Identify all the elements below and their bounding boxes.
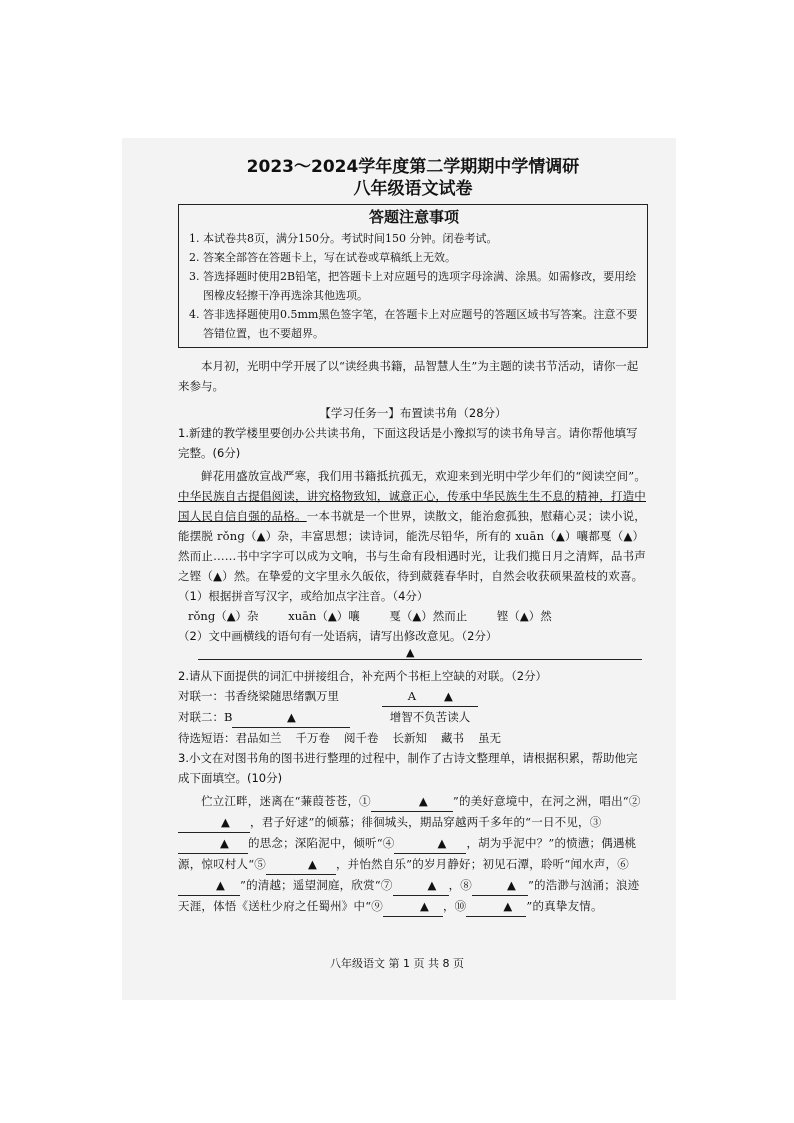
fill-blank-10 bbox=[466, 896, 526, 917]
notice-item-3: 3. 答选择题时使用2B铅笔，把答题卡上对应题号的选项字母涂满、涂黑。如需修改，要用绘图橡皮轻擦干净再选涂其他选项。 bbox=[189, 270, 637, 302]
pinyin-items bbox=[178, 606, 648, 626]
couplet-1-blank bbox=[382, 686, 478, 707]
section-heading: 【学习任务一】布置读书角（28分） bbox=[319, 406, 507, 420]
fill-text: ，君子好逑”的倾慕；徘徊城头，期品穿越两千多年的“一日不见， bbox=[250, 815, 590, 829]
answer-mark: ▲ bbox=[406, 646, 415, 659]
blank-mark: ▲ bbox=[427, 878, 437, 892]
candidate-phrase: 君品如兰 bbox=[235, 731, 282, 745]
candidate-phrase: 虽无 bbox=[478, 731, 501, 745]
fill-text: 的思念；深陷泥中，倾听“④ bbox=[248, 836, 395, 850]
blank-label: A bbox=[407, 689, 417, 703]
couplet-1 bbox=[178, 686, 648, 707]
fill-blank-3 bbox=[178, 833, 248, 854]
blank-mark: ▲ bbox=[215, 878, 226, 892]
intro-paragraph: 本月初，光明中学开展了以“读经典书籍，品智慧人生”为主题的读书节活动，请你一起来参与。 bbox=[178, 359, 639, 393]
blank-mark: ▲ bbox=[220, 815, 231, 829]
pinyin-item: xuān（▲）嚷 bbox=[288, 609, 360, 623]
question-1-sub-2: （2）文中画横线的语句有一处语病，请写出修改意见。（2分） bbox=[178, 629, 498, 643]
exam-title: 2023～2024学年度第二学期期中学情调研 bbox=[246, 157, 580, 177]
pinyin-item: rǒng（▲）杂 bbox=[188, 609, 259, 623]
fill-text: ，胡为乎泥中？”的愤懑；偶遇桃源，惊叹村人“⑤ bbox=[178, 836, 637, 871]
fill-text: ③ bbox=[589, 815, 602, 829]
candidates-label: 待选短语： bbox=[178, 731, 236, 745]
question-1-prompt: 1.新建的教学楼里要创办公共读书角，下面这段话是小豫拟写的读书角导言。请你帮他填写完整。(6分) bbox=[178, 426, 638, 460]
fill-blank-1 bbox=[371, 791, 453, 812]
blank-mark: ▲ bbox=[307, 857, 317, 871]
question-3-passage bbox=[178, 791, 648, 917]
passage-underlined-sentence: 中华民族自古提倡阅读，讲究格物致知，诚意正心，传承中华民族生生不息的精神，打造中国人民自信自强的品格。 bbox=[178, 489, 646, 523]
fill-text: ，并怡然自乐”的岁月静好；初见石潭，聆听“闻水声，⑥ bbox=[335, 857, 629, 871]
couplet-2 bbox=[178, 707, 648, 728]
fill-blank-9 bbox=[383, 896, 443, 917]
fill-blank-7 bbox=[393, 875, 449, 896]
fill-text: “② bbox=[622, 794, 641, 808]
fill-text: ”的美好意境中，在河之洲，唱出 bbox=[452, 794, 623, 808]
candidate-phrase: 藏书 bbox=[441, 731, 464, 745]
question-1-sub-1: （1）根据拼音写汉字，或给加点字注音。（4分） bbox=[178, 589, 429, 603]
fill-text: ”的浩渺与汹涌；浪迹天涯，体悟《送杜少府之任蜀州》中“⑨ bbox=[178, 878, 640, 913]
blank-mark: ▲ bbox=[506, 878, 516, 892]
question-1-passage bbox=[178, 466, 648, 586]
blank-mark: ▲ bbox=[418, 794, 428, 808]
blank-mark: ▲ bbox=[503, 899, 513, 913]
fill-blank-6 bbox=[178, 875, 240, 896]
question-2-prompt: 2.请从下面提供的词汇中拼接组合，补充两个书柜上空缺的对联。（2分） bbox=[178, 669, 548, 683]
candidate-phrase: 千万卷 bbox=[295, 731, 330, 745]
notice-item-2: 2. 答案全部答在答题卡上，写在试卷或草稿纸上无效。 bbox=[189, 251, 456, 264]
notice-item-1: 1. 本试卷共8页，满分150分。考试时间150 分钟。闭卷考试。 bbox=[189, 232, 498, 245]
fill-blank-5 bbox=[266, 854, 336, 875]
question-3-prompt: 3.小文在对图书角的图书进行整理的过程中，制作了古诗文整理单，请根据积累，帮助他完成下面填空。(10分) bbox=[178, 751, 638, 785]
blank-mark: ▲ bbox=[444, 689, 453, 703]
couplet-2-label: 对联二：B bbox=[178, 710, 233, 724]
fill-text: 伫立江畔，迷离在“蒹葭苍苍，① bbox=[201, 794, 371, 808]
pinyin-item: 铿（▲）然 bbox=[496, 609, 552, 623]
candidate-phrases bbox=[178, 728, 648, 748]
blank-mark: ▲ bbox=[437, 836, 447, 850]
fill-blank-2 bbox=[178, 812, 250, 833]
fill-text: ，⑩ bbox=[442, 899, 467, 913]
fill-blank-4 bbox=[394, 833, 466, 854]
page-footer: 八年级语文 第 1 页 共 8 页 bbox=[330, 957, 464, 970]
couplet-2-blank bbox=[232, 707, 350, 728]
fill-text: ”的清越；遥望洞庭，欣赏“⑦ bbox=[240, 878, 393, 892]
passage-start: 鲜花用盛放宣战严寒，我们用书籍抵抗孤无，欢迎来到光明中学少年们的“阅读空间”。 bbox=[201, 469, 647, 483]
candidate-phrase: 阅千卷 bbox=[344, 731, 379, 745]
blank-mark: ▲ bbox=[219, 836, 230, 850]
blank-mark: ▲ bbox=[287, 710, 296, 724]
fill-blank-8 bbox=[472, 875, 528, 896]
exam-subtitle: 八年级语文试卷 bbox=[353, 179, 473, 199]
answer-line bbox=[178, 646, 648, 664]
page-content bbox=[178, 156, 648, 917]
answer-rule bbox=[198, 659, 642, 660]
notice-item-4: 4. 答非选择题使用0.5mm黑色签字笔，在答题卡上对应题号的答题区域书写答案。注意不要答错位置，也不要超界。 bbox=[189, 308, 638, 340]
blank-mark: ▲ bbox=[419, 899, 429, 913]
notice-heading: 答题注意事项 bbox=[368, 208, 459, 226]
couplet-2-text: 增智不负苦读人 bbox=[389, 710, 471, 724]
couplet-1-text: 对联一：书香绕梁随思绪飘万里 bbox=[178, 689, 339, 703]
pinyin-item: 戛（▲）然而止 bbox=[389, 609, 468, 623]
candidate-phrase: 长新知 bbox=[392, 731, 427, 745]
fill-text: ”的真挚友情。 bbox=[526, 899, 603, 913]
passage-rest: 一本书就是一个世界，读散文，能治愈孤独，慰藉心灵；读小说，能摆脱 rǒng（▲）杂，丰富思想；读诗词，能洗尽铅华，所有的 xuān（▲）嚷都戛（▲）然而止……书中字字可以成为文响，书与生命有段相遇时光，让我们揽日月之清辉，品书声之铿（▲）然。在挚爱的文字里永久皈依，待到葳蕤春华时，自然会收获硕果盈枝的欢喜。 bbox=[178, 509, 646, 583]
fill-text: ，⑧ bbox=[448, 878, 472, 892]
notice-box bbox=[178, 204, 648, 348]
